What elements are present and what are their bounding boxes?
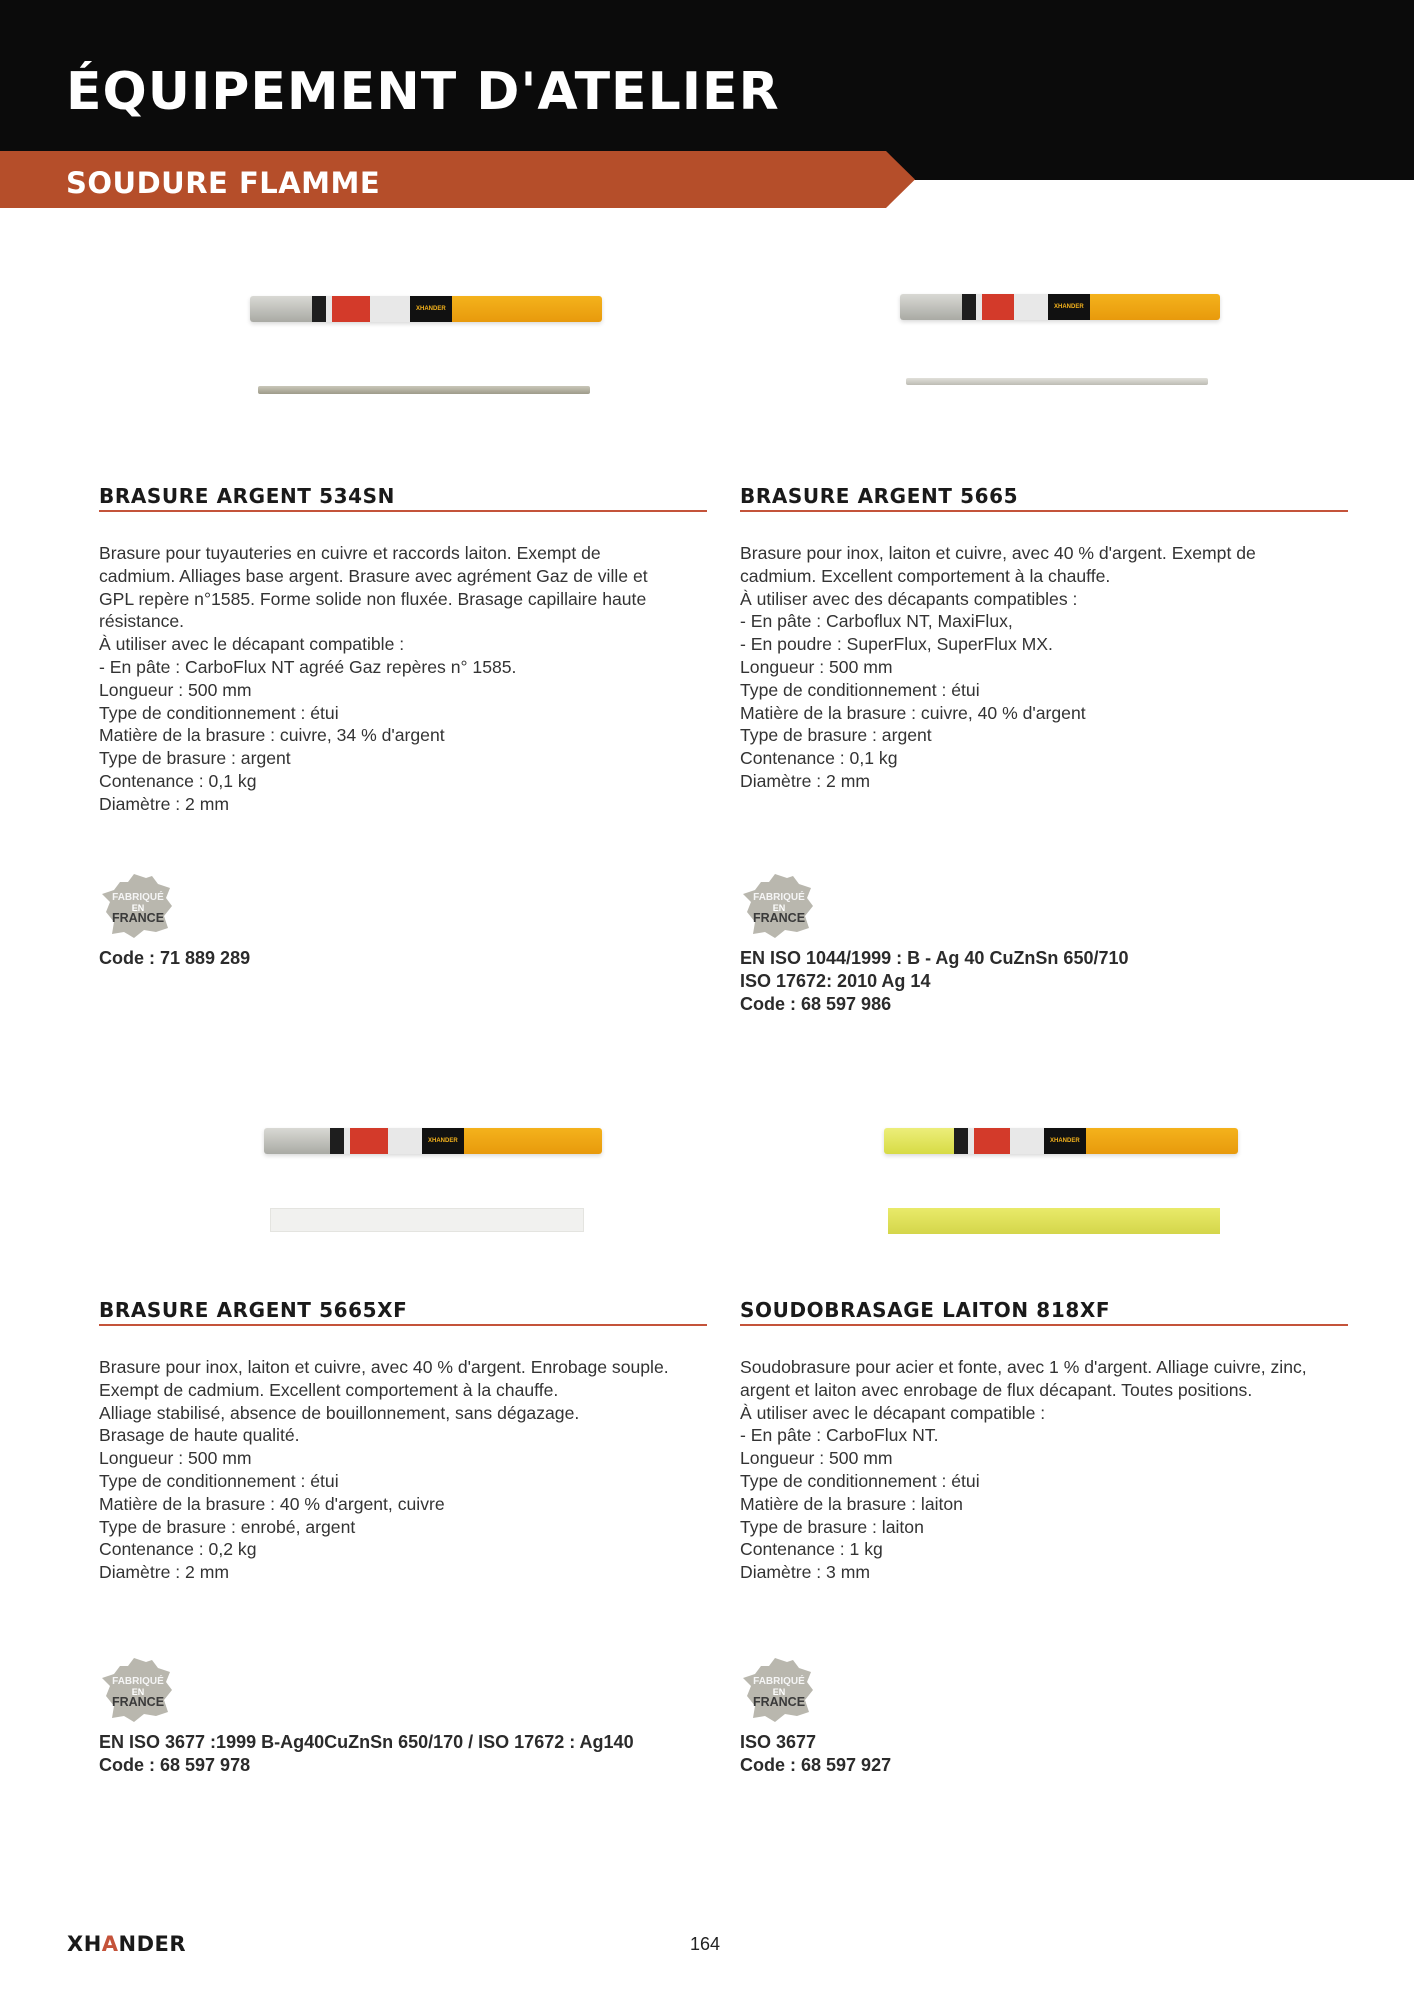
- coated-rod: [888, 1208, 1220, 1234]
- title-divider: [99, 1324, 707, 1326]
- product-image: [264, 1126, 604, 1238]
- standard-reference: ISO 3677: [740, 1732, 817, 1752]
- made-in-france-badge: FABRIQUÉ EN FRANCE: [100, 1656, 176, 1724]
- packaging: XHANDER: [264, 1128, 602, 1154]
- product-code: Code : 68 597 986: [740, 994, 892, 1014]
- product-image: [884, 1126, 1240, 1238]
- packaging: XHANDER: [884, 1128, 1238, 1154]
- product-description: Brasure pour inox, laiton et cuivre, avec 40 % d'argent. Enrobage souple. Exempt de cadmium. Excellent comportement à la chauffe. Alliage stabilisé, absence de bouillonnement, sans dégazage. Brasage de haute qualité. Longueur : 500 mm Type de conditionnement : étui Matière de la brasure : 40 % d'argent, cuivre Type de brasure : enrobé, argent Contenance : 0,2 kg Diamètre : 2 mm: [99, 1357, 669, 1583]
- product-image: [900, 292, 1222, 392]
- product-title: BRASURE ARGENT 5665: [740, 484, 1019, 508]
- section-ribbon: [0, 151, 915, 208]
- standard-reference: EN ISO 3677 :1999 B-Ag40CuZnSn 650/170 / ISO 17672 : Ag140: [99, 1732, 634, 1752]
- product-description: Brasure pour tuyauteries en cuivre et raccords laiton. Exempt de cadmium. Alliages base argent. Brasure avec agrément Gaz de ville et GPL repère n°1585. Forme solide non fluxée. Brasage capillaire haute résistance. À utiliser avec le décapant compatible : - En pâte : CarboFlux NT agréé Gaz repères n° 1585. Longueur : 500 mm Type de conditionnement : étui Matière de la brasure : cuivre, 34 % d'argent Type de brasure : argent Contenance : 0,1 kg Diamètre : 2 mm: [99, 543, 648, 814]
- product-codes: [740, 947, 1129, 1016]
- made-in-france-badge: FABRIQUÉ EN FRANCE: [741, 1656, 817, 1724]
- standard-reference: EN ISO 1044/1999 : B - Ag 40 CuZnSn 650/710: [740, 948, 1129, 968]
- page-title: ÉQUIPEMENT D'ATELIER: [66, 62, 780, 122]
- product-code: Code : 68 597 927: [740, 1755, 892, 1775]
- brand-logo: XHANDER: [67, 1932, 187, 1956]
- product-title: SOUDOBRASAGE LAITON 818XF: [740, 1298, 1111, 1322]
- product-code: Code : 68 597 978: [99, 1755, 251, 1775]
- product-codes: [99, 1731, 634, 1777]
- standard-reference: ISO 17672: 2010 Ag 14: [740, 971, 931, 991]
- made-in-france-badge: FABRIQUÉ EN FRANCE: [741, 872, 817, 940]
- packaging: XHANDER: [900, 294, 1220, 320]
- title-divider: [99, 510, 707, 512]
- packaging: XHANDER: [250, 296, 602, 322]
- page-number: 164: [690, 1934, 721, 1954]
- product-title: BRASURE ARGENT 534SN: [99, 484, 395, 508]
- product-description: Soudobrasure pour acier et fonte, avec 1 % d'argent. Alliage cuivre, zinc, argent et laiton avec enrobage de flux décapant. Toutes positions. À utiliser avec le décapant compatible : - En pâte : CarboFlux NT. Longueur : 500 mm Type de conditionnement : étui Matière de la brasure : laiton Type de brasure : laiton Contenance : 1 kg Diamètre : 3 mm: [740, 1357, 1307, 1583]
- product-codes: [99, 947, 250, 970]
- made-in-france-badge: FABRIQUÉ EN FRANCE: [100, 872, 176, 940]
- section-title: SOUDURE FLAMME: [66, 166, 381, 200]
- product-codes: [740, 1731, 891, 1777]
- brazing-rod: [258, 386, 590, 394]
- product-image: [250, 292, 606, 404]
- coated-rod: [270, 1208, 584, 1232]
- brazing-rod: [906, 378, 1208, 385]
- product-title: BRASURE ARGENT 5665XF: [99, 1298, 408, 1322]
- product-code: Code : 71 889 289: [99, 948, 251, 968]
- title-divider: [740, 510, 1348, 512]
- product-description: Brasure pour inox, laiton et cuivre, avec 40 % d'argent. Exempt de cadmium. Excellent comportement à la chauffe. À utiliser avec des décapants compatibles : - En pâte : Carboflux NT, MaxiFlux, - En poudre : SuperFlux, SuperFlux MX. Longueur : 500 mm Type de conditionnement : étui Matière de la brasure : cuivre, 40 % d'argent Type de brasure : argent Contenance : 0,1 kg Diamètre : 2 mm: [740, 543, 1256, 791]
- title-divider: [740, 1324, 1348, 1326]
